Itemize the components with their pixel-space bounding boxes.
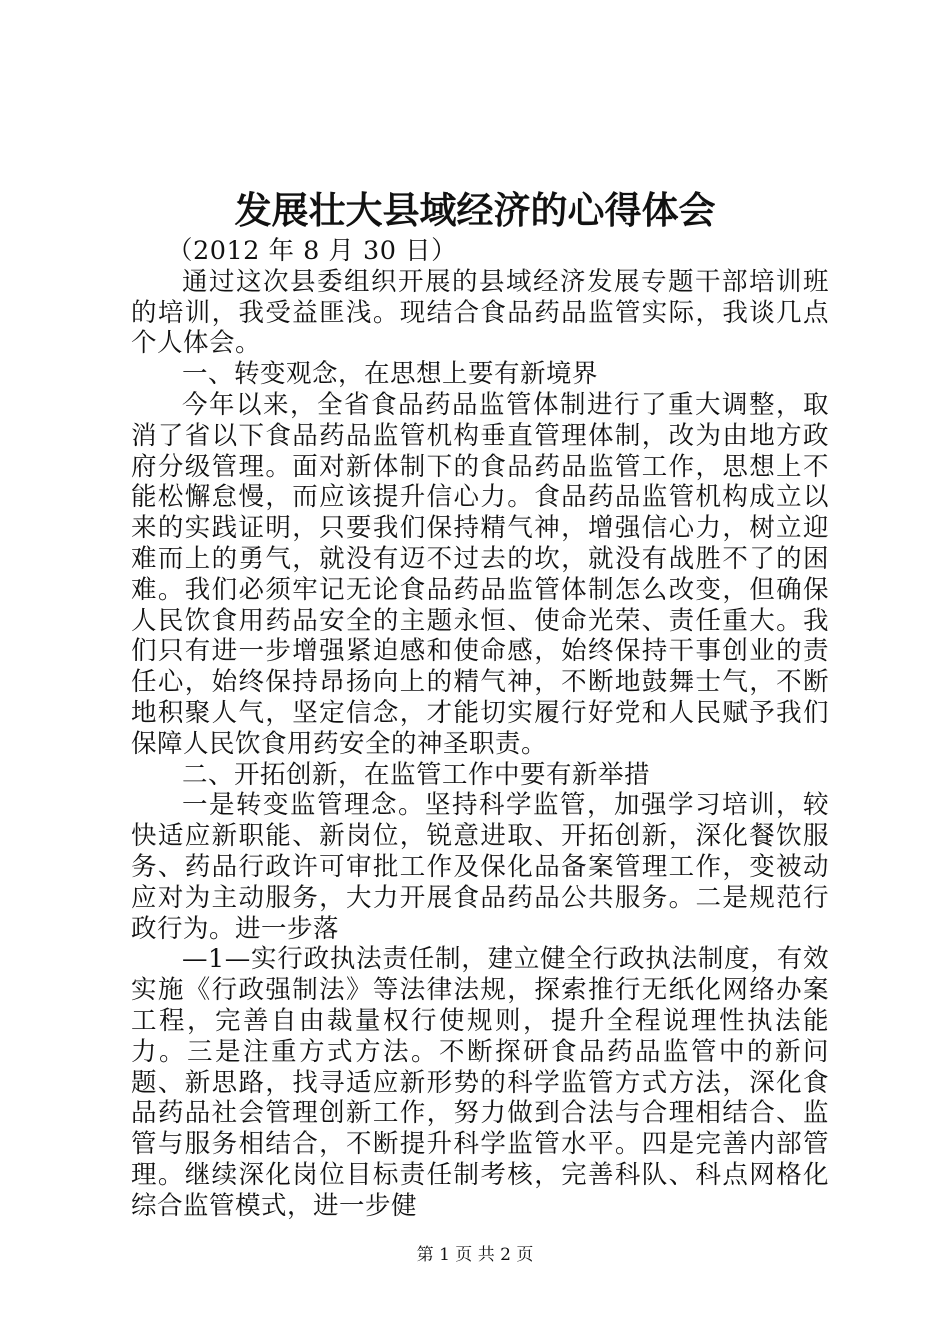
document-date: （2012 年 8 月 30 日） — [167, 236, 458, 266]
page-footer: 第 1 页 共 2 页 — [416, 1245, 534, 1265]
document-title: 发展壮大县域经济的心得体会 — [234, 188, 716, 232]
intro-paragraph: 通过这次县委组织开展的县域经济发展专题干部培训班的培训，我受益匪浅。现结合食品药品监管实际，我谈几点个人体会。 — [131, 266, 829, 359]
section-2-paragraph-2: —1—实行政执法责任制，建立健全行政执法制度，有效实施《行政强制法》等法律法规，探索推行无纸化网络办案工程，完善自由裁量权行使规则，提升全程说理性执法能力。三是注重方式方法。不断探研食品药品监管中的新问题、新思路，找寻适应新形势的科学监管方式方法，深化食品药品社会管理创新工作，努力做到合法与合理相结合、监管与服务相结合，不断提升科学监管水平。四是完善内部管理。继续深化岗位目标责任制考核，完善科队、科点网格化综合监管模式，进一步健 — [131, 944, 829, 1221]
section-2-paragraph-1: 一是转变监管理念。坚持科学监管，加强学习培训，较快适应新职能、新岗位，锐意进取、开拓创新，深化餐饮服务、药品行政许可审批工作及保化品备案管理工作，变被动应对为主动服务，大力开展食品药品公共服务。二是规范行政行为。进一步落 — [131, 790, 829, 944]
document-body — [131, 236, 829, 1222]
section-heading-1: 一、转变观念，在思想上要有新境界 — [182, 359, 599, 390]
section-1-paragraph: 今年以来，全省食品药品监管体制进行了重大调整，取消了省以下食品药品监管机构垂直管理体制，改为由地方政府分级管理。面对新体制下的食品药品监管工作，思想上不能松懈怠慢，而应该提升信心力。食品药品监管机构成立以来的实践证明，只要我们保持精气神，增强信心力，树立迎难而上的勇气，就没有迈不过去的坎，就没有战胜不了的困难。我们必须牢记无论食品药品监管体制怎么改变，但确保人民饮食用药品安全的主题永恒、使命光荣、责任重大。我们只有进一步增强紧迫感和使命感，始终保持干事创业的责任心，始终保持昂扬向上的精气神，不断地鼓舞士气，不断地积聚人气，坚定信念，才能切实履行好党和人民赋予我们保障人民饮食用药安全的神圣职责。 — [131, 389, 829, 759]
section-heading-2: 二、开拓创新，在监管工作中要有新举措 — [182, 759, 651, 790]
